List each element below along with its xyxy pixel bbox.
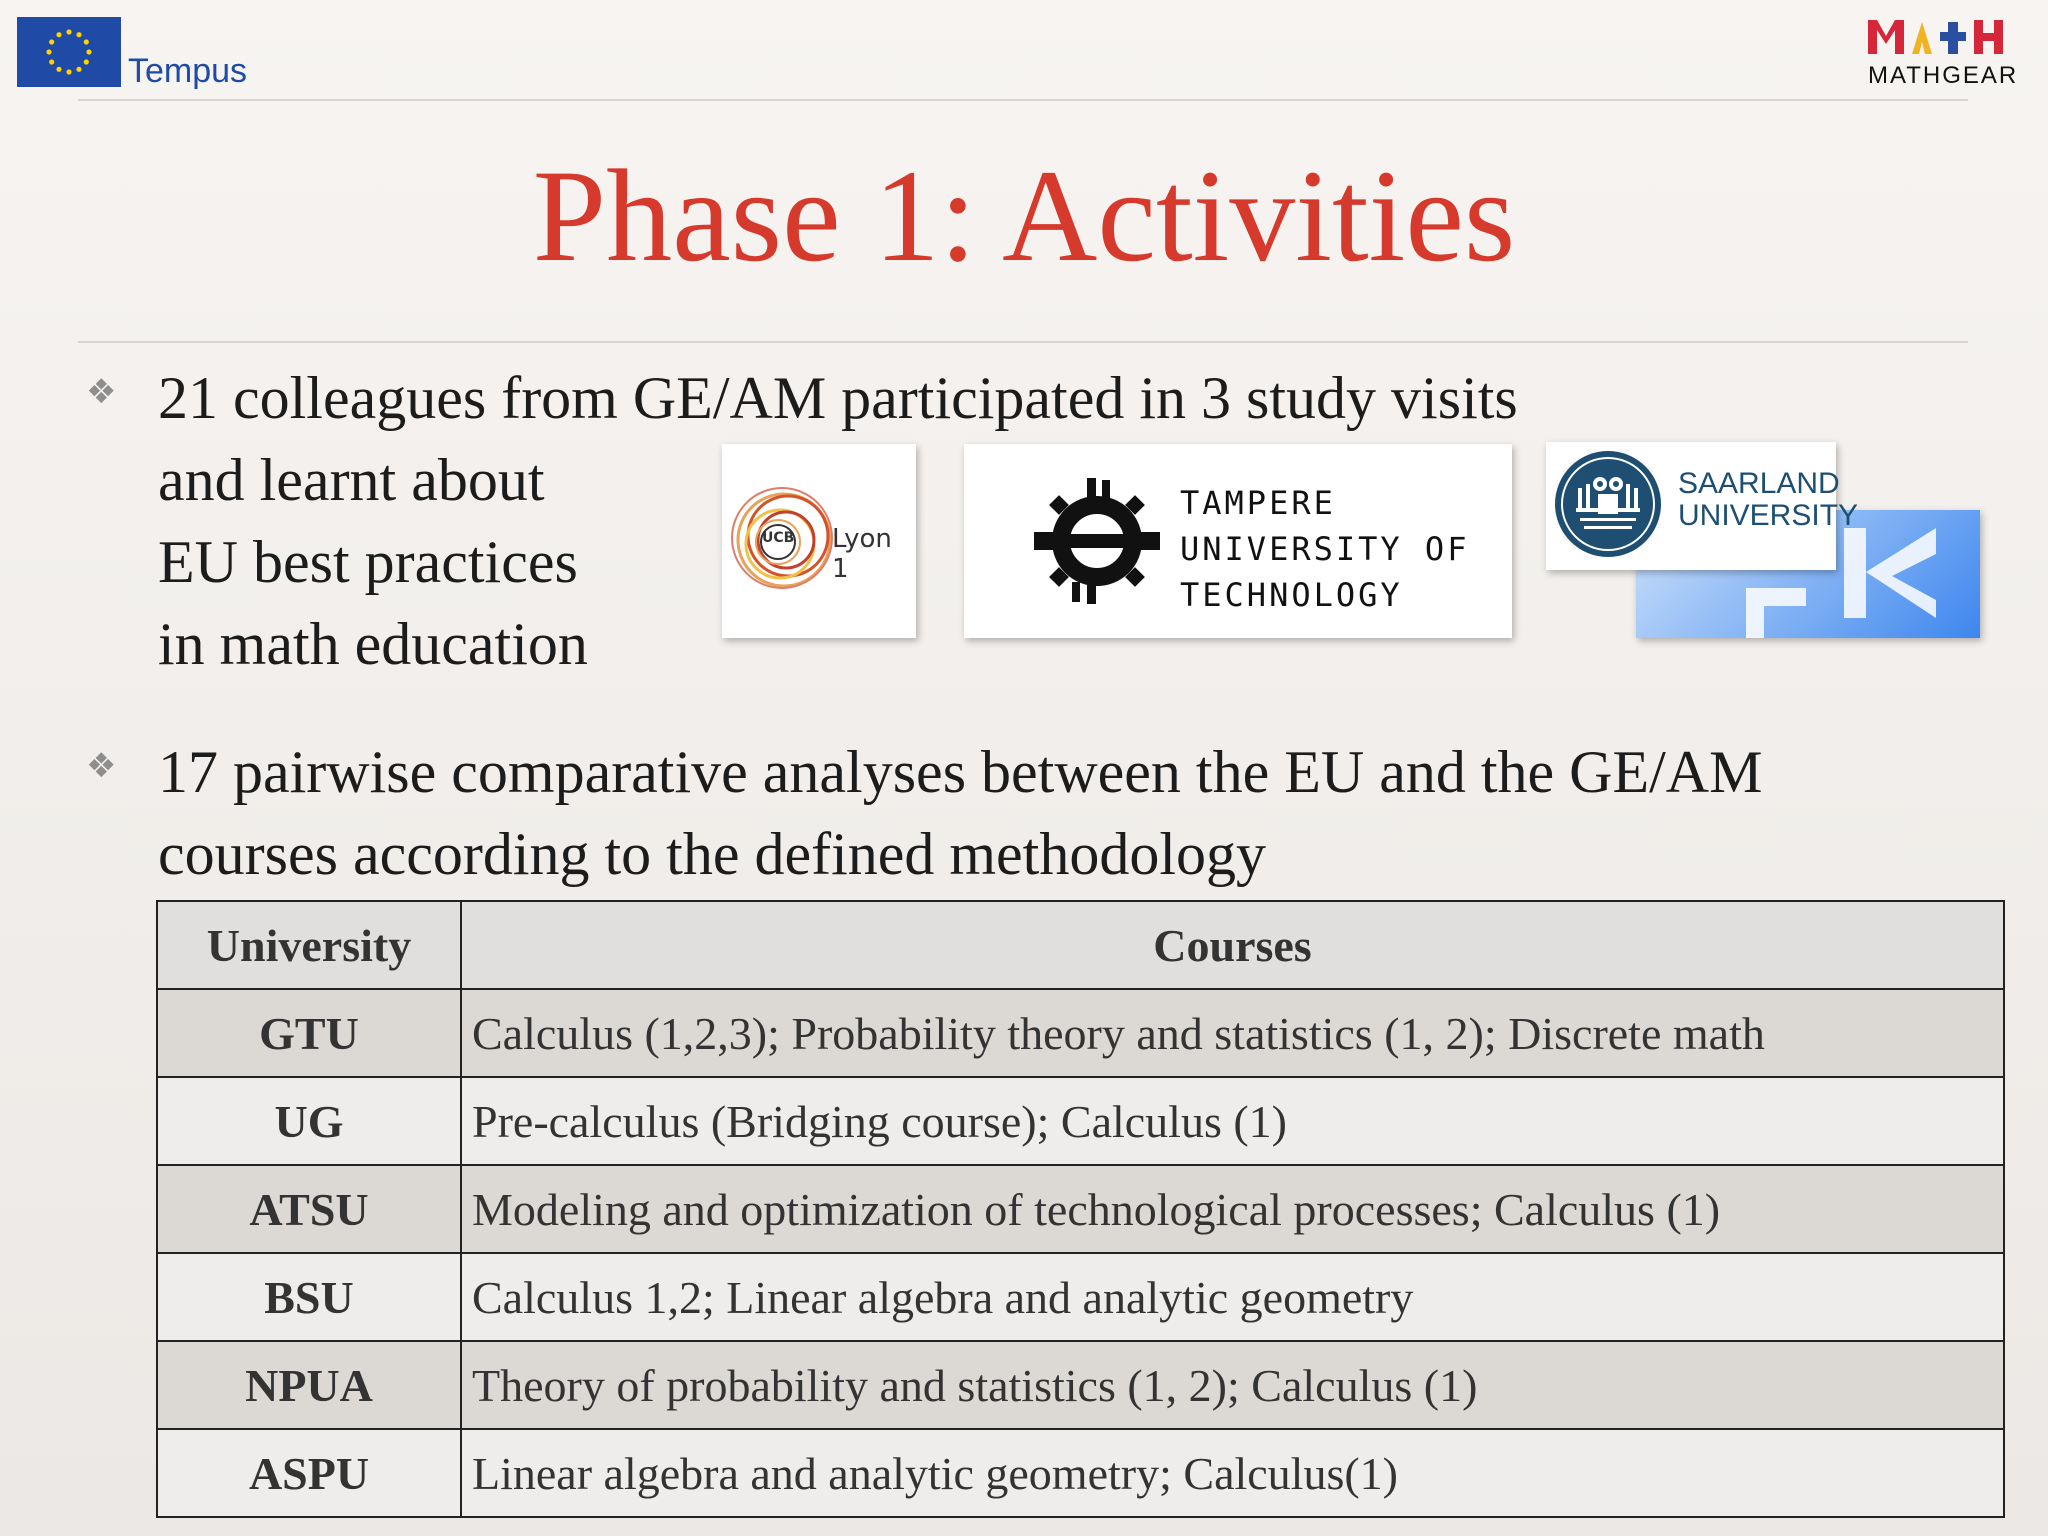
tampere-logo-card bbox=[964, 444, 1512, 638]
table-row bbox=[157, 1429, 2004, 1517]
university-cell: UG bbox=[157, 1077, 461, 1165]
saarland-logo-card bbox=[1546, 442, 1859, 570]
lyon-logo-card bbox=[722, 444, 916, 638]
bullet-diamond-icon: ❖ bbox=[86, 746, 117, 786]
saarland-line-2: UNIVERSITY bbox=[1678, 499, 1859, 532]
table-row bbox=[157, 1165, 2004, 1253]
owl-seal-icon bbox=[1552, 448, 1664, 560]
tampere-line-1: TAMPERE bbox=[1180, 484, 1336, 522]
eu-stars-icon bbox=[17, 17, 121, 87]
bullet-1-line-2: and learnt about bbox=[158, 447, 545, 513]
table-row bbox=[157, 1253, 2004, 1341]
saarland-line-1: SAARLAND bbox=[1678, 467, 1840, 500]
bullet-1-line-4: in math education bbox=[158, 611, 588, 677]
table-row bbox=[157, 989, 2004, 1077]
title-divider bbox=[78, 341, 1968, 343]
courses-cell: Pre-calculus (Bridging course); Calculus (1) bbox=[461, 1077, 2004, 1165]
saarland-name bbox=[1678, 468, 1858, 532]
bullet-1-text: 21 colleagues from GE/AM participated in 3 study visits bbox=[158, 365, 1518, 431]
courses-table bbox=[156, 900, 2005, 1518]
university-cell: GTU bbox=[157, 989, 461, 1077]
lyon-label: Lyon 1 bbox=[832, 524, 892, 584]
mathgear-label: MATHGEAR bbox=[1868, 62, 2019, 89]
university-cell: NPUA bbox=[157, 1341, 461, 1429]
header-courses: Courses bbox=[461, 901, 2004, 989]
university-cell: BSU bbox=[157, 1253, 461, 1341]
university-cell: ASPU bbox=[157, 1429, 461, 1517]
gear-icon bbox=[1032, 476, 1162, 606]
tampere-name bbox=[1180, 480, 1469, 618]
table-row bbox=[157, 1077, 2004, 1165]
tampere-line-3: TECHNOLOGY bbox=[1180, 576, 1403, 614]
ucb-badge: UCB bbox=[762, 530, 795, 546]
table-header-row bbox=[157, 901, 2004, 989]
bullet-diamond-icon: ❖ bbox=[86, 372, 117, 412]
university-cell: ATSU bbox=[157, 1165, 461, 1253]
courses-cell: Calculus (1,2,3); Probability theory and statistics (1, 2); Discrete math bbox=[461, 989, 2004, 1077]
bullet-1-line-3: EU best practices bbox=[158, 529, 578, 595]
tempus-label: Tempus bbox=[128, 52, 248, 90]
courses-cell: Theory of probability and statistics (1, 2); Calculus (1) bbox=[461, 1341, 2004, 1429]
header-divider bbox=[78, 99, 1968, 101]
header-university: University bbox=[157, 901, 461, 989]
courses-cell: Modeling and optimization of technological processes; Calculus (1) bbox=[461, 1165, 2004, 1253]
slide-title: Phase 1: Activities bbox=[532, 142, 1516, 289]
bullet-2-text: 17 pairwise comparative analyses between the EU and the GE/AM courses according to the defined methodology bbox=[158, 739, 1763, 887]
eu-flag-logo bbox=[17, 17, 121, 87]
tampere-line-2: UNIVERSITY OF bbox=[1180, 530, 1470, 568]
courses-cell: Linear algebra and analytic geometry; Calculus(1) bbox=[461, 1429, 2004, 1517]
courses-cell: Calculus 1,2; Linear algebra and analytic geometry bbox=[461, 1253, 2004, 1341]
table-row bbox=[157, 1341, 2004, 1429]
